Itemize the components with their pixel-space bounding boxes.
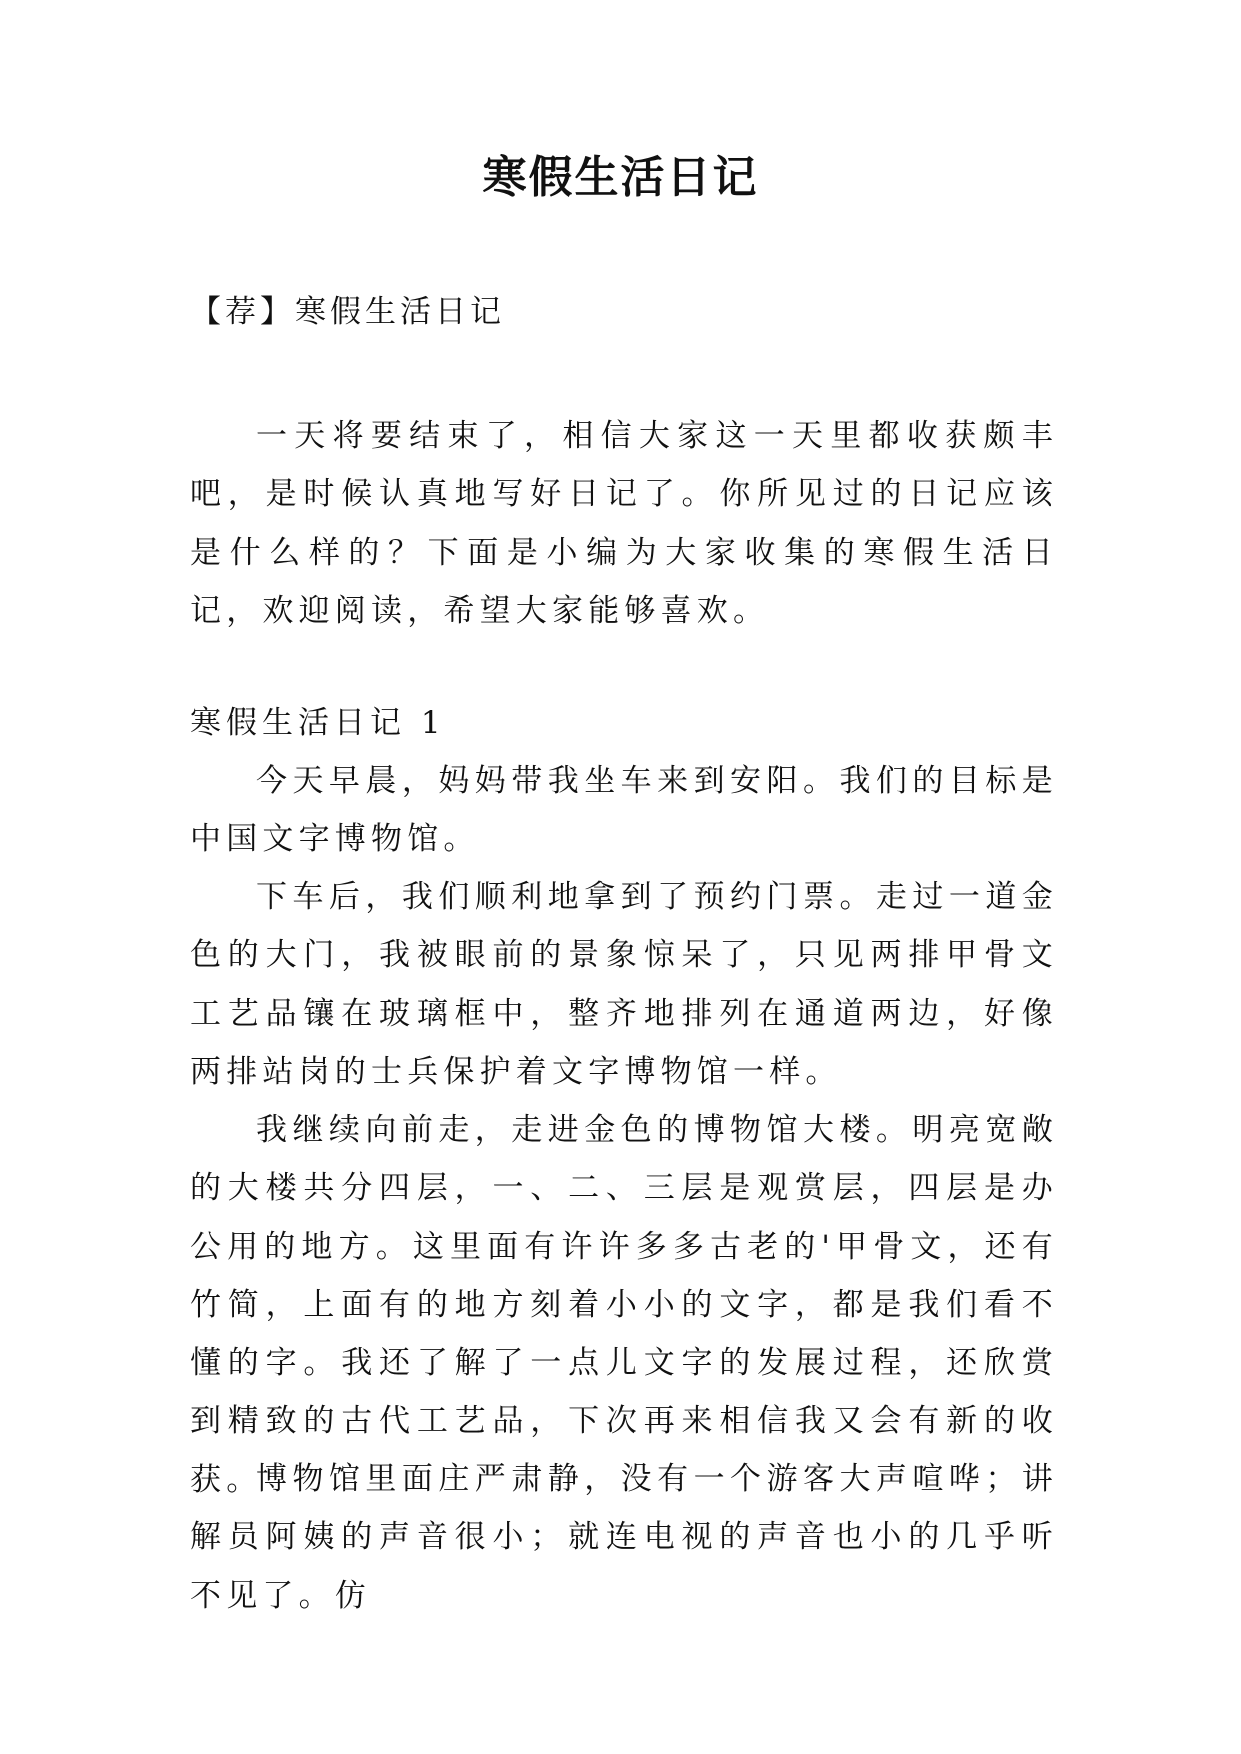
body-paragraph-2: 下车后，我们顺利地拿到了预约门票。走过一道金色的大门，我被眼前的景象惊呆了，只见两排甲骨文工艺品镶在玻璃框中，整齐地排列在通道两边，好像两排站岗的士兵保护着文字博物馆一样。	[190, 879, 1058, 1090]
body-paragraph-3: 我继续向前走，走进金色的博物馆大楼。明亮宽敞的大楼共分四层，一、二、三层是观赏层，四层是办公用的地方。这里面有许许多多古老的'甲骨文，还有竹简，上面有的地方刻着小小的文字，都是我们看不懂的字。我还了解了一点儿文字的发展过程，还欣赏到精致的古代工艺品，下次再来相信我又会有新的收获。	[190, 1112, 1058, 1498]
document-title: 寒假生活日记	[482, 152, 759, 203]
intro-paragraph: 一天将要结束了，相信大家这一天里都收获颇丰吧，是时候认真地写好日记了。你所见过的日记应该是什么样的？下面是小编为大家收集的寒假生活日记，欢迎阅读，希望大家能够喜欢。	[190, 418, 1058, 629]
section-heading: 寒假生活日记 1	[190, 705, 446, 741]
document-subtitle: 【荐】寒假生活日记	[190, 294, 505, 330]
body-paragraph-1: 今天早晨，妈妈带我坐车来到安阳。我们的目标是中国文字博物馆。	[190, 763, 1058, 858]
body-paragraph-4: 博物馆里面庄严肃静，没有一个游客大声喧哗；讲解员阿姨的声音很小；就连电视的声音也小的几乎听不见了。仿	[190, 1461, 1058, 1614]
